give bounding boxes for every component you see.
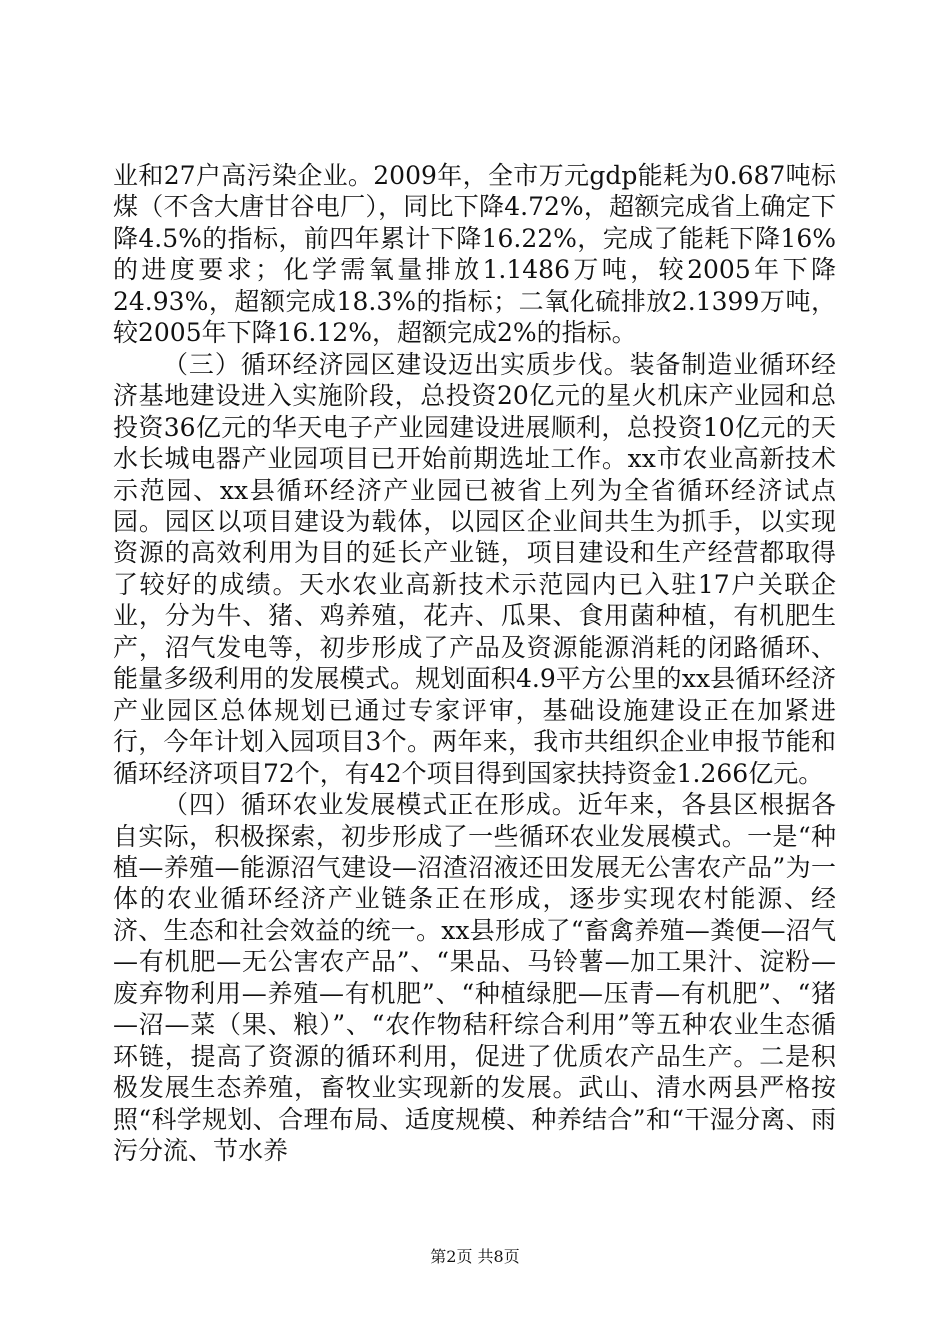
page-footer: 第2页 共8页 bbox=[430, 1247, 520, 1266]
paragraph-3: （四）循环农业发展模式正在形成。近年来，各县区根据各自实际，积极探索，初步形成了一些循环农业发展模式。一是“种植—养殖—能源沼气建设—沼渣沼液还田发展无公害农产品”为一体的农业循环经济产业链条正在形成，逐步实现农村能源、经济、生态和社会效益的统一。xx县形成了“畜禽养殖—粪便—沼气—有机肥—无公害农产品”、“果品、马铃薯—加工果汁、淀粉—废弃物利用—养殖—有机肥”、“种植绿肥—压青—有机肥”、“猪—沼—菜（果、粮）”、“农作物秸秆综合利用”等五种农业生态循环链，提高了资源的循环利用，促进了优质农产品生产。二是积极发展生态养殖，畜牧业实现新的发展。武山、清水两县严格按照“科学规划、合理布局、适度规模、种养结合”和“干湿分离、雨污分流、节水养 bbox=[113, 790, 836, 1166]
paragraph-2: （三）循环经济园区建设迈出实质步伐。装备制造业循环经济基地建设进入实施阶段，总投资20亿元的星火机床产业园和总投资36亿元的华天电子产业园建设进展顺利，总投资10亿元的天水长城电器产业园项目已开始前期选址工作。xx市农业高新技术示范园、xx县循环经济产业园已被省上列为全省循环经济试点园。园区以项目建设为载体，以园区企业间共生为抓手，以实现资源的高效利用为目的延长产业链，项目建设和生产经营都取得了较好的成绩。天水农业高新技术示范园内已入驻17户关联企业，分为牛、猪、鸡养殖，花卉、瓜果、食用菌种植，有机肥生产，沼气发电等，初步形成了产品及资源能源消耗的闭路循环、能量多级利用的发展模式。规划面积4.9平方公里的xx县循环经济产业园区总体规划已通过专家评审，基础设施建设正在加紧进行，今年计划入园项目3个。两年来，我市共组织企业申报节能和循环经济项目72个，有42个项目得到国家扶持资金1.266亿元。 bbox=[113, 349, 836, 788]
paragraph-1: 业和27户高污染企业。2009年，全市万元gdp能耗为0.687吨标煤（不含大唐甘谷电厂），同比下降4.72%，超额完成省上确定下降4.5%的指标，前四年累计下降16.22%，完成了能耗下降16%的进度要求；化学需氧量排放1.1486万吨，较2005年下降24.93%，超额完成18.3%的指标；二氧化硫排放2.1399万吨，较2005年下降16.12%，超额完成2%的指标。 bbox=[113, 161, 836, 348]
document-body bbox=[113, 160, 836, 1167]
